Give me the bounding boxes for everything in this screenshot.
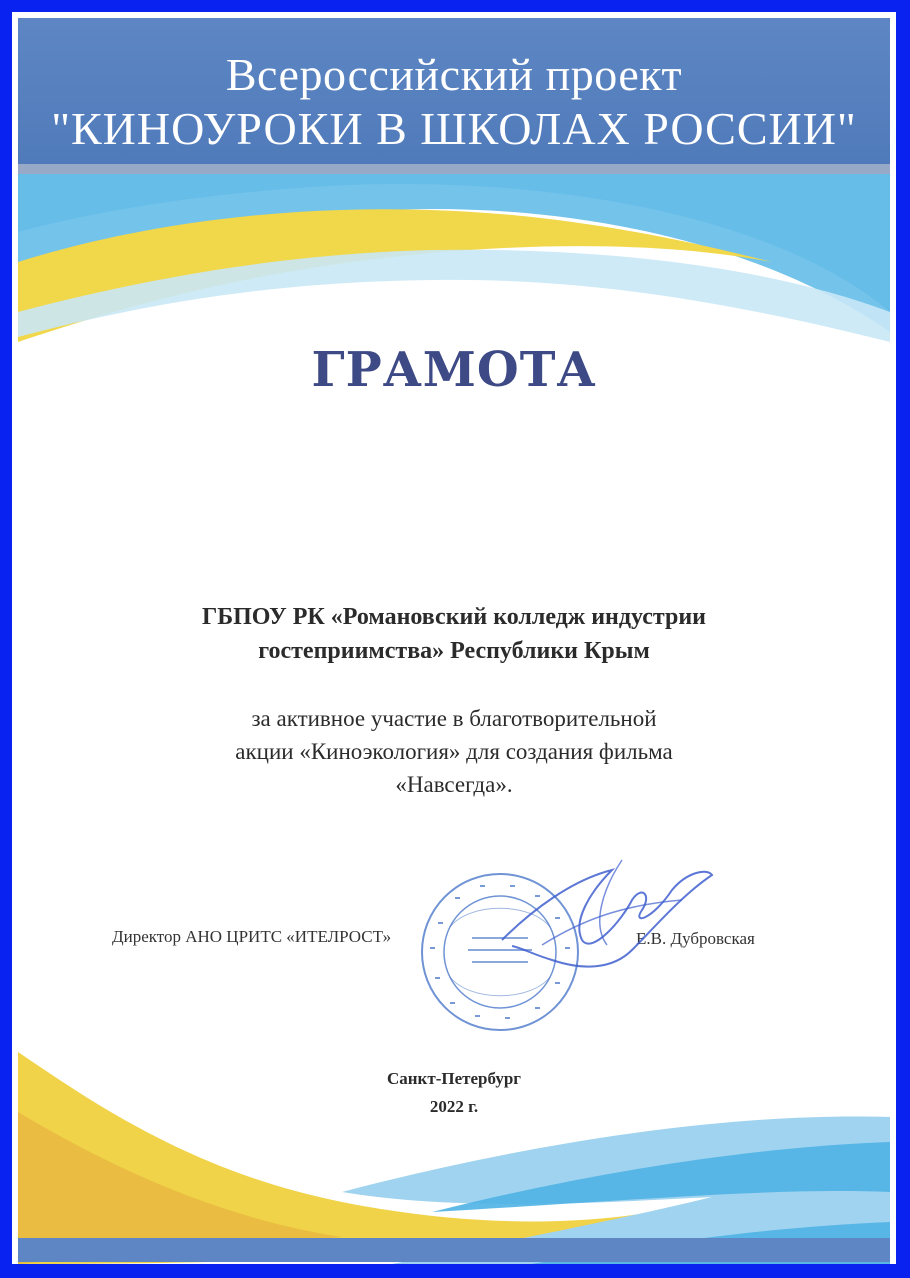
handwritten-signature (482, 850, 722, 980)
recipient (72, 600, 836, 668)
project-name: Всероссийский проект (225, 49, 683, 100)
project-title: "КИНОУРОКИ В ШКОЛАХ РОССИИ" (51, 103, 857, 154)
bottom-band (18, 1238, 890, 1262)
certificate-title: ГРАМОТА (311, 342, 597, 398)
signatory-name: Е.В. Дубровская (636, 929, 755, 948)
recipient-line-2: гостеприимства» Республики Крым (258, 638, 650, 664)
reason-line-2: акции «Киноэкология» для создания фильма (235, 739, 673, 764)
header-stripe (18, 164, 890, 174)
award-reason (112, 702, 796, 801)
reason-line-3: «Навсегда». (395, 772, 513, 797)
signatory-position: Директор АНО ЦРИТС «ИТЕЛРОСТ» (112, 927, 392, 946)
recipient-line-1: ГБПОУ РК «Романовский колледж индустрии (201, 604, 706, 630)
certificate-sheet (12, 12, 896, 1264)
reason-line-1: за активное участие в благотворительной (251, 706, 657, 731)
issue-city: Санкт-Петербург (386, 1069, 522, 1088)
issue-year: 2022 г. (429, 1097, 479, 1116)
